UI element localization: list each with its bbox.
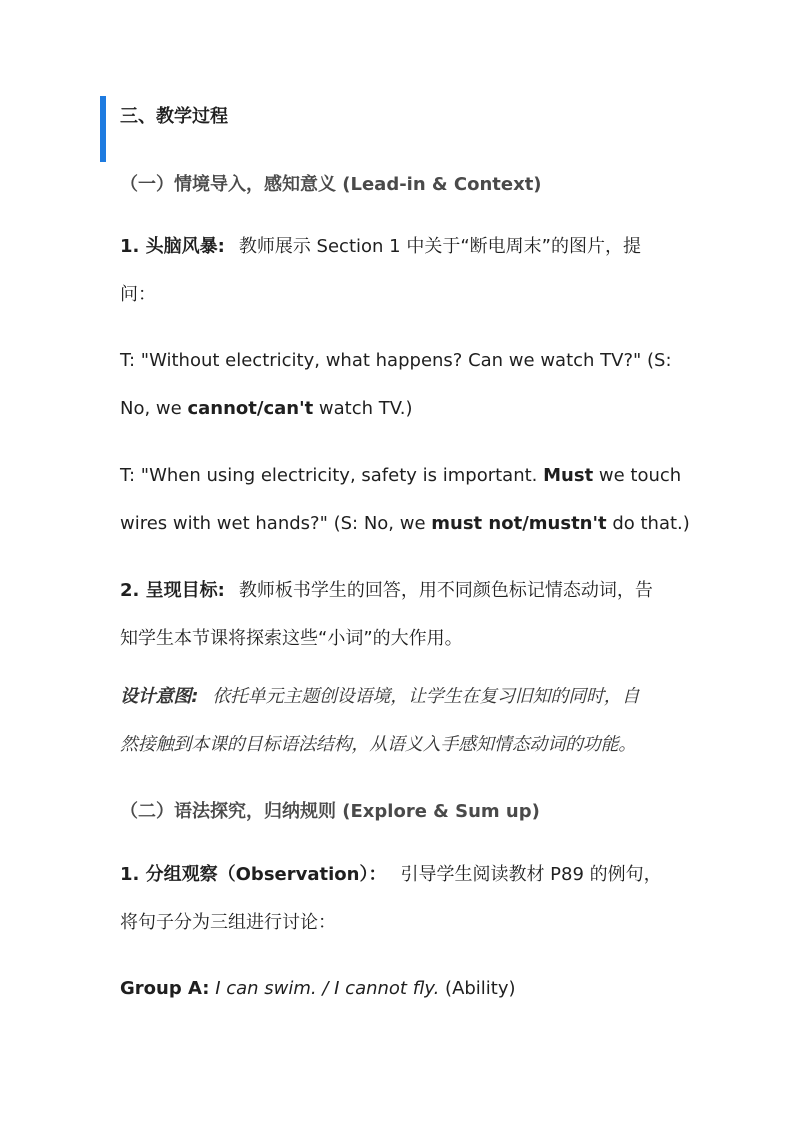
design-intent-paragraph (120, 673, 680, 769)
part1-item2-text2: 知学生本节课将探索这些“小词”的大作用。 (120, 628, 463, 649)
section-heading (100, 96, 660, 162)
part1-item2-paragraph (120, 567, 680, 663)
group-a-line (120, 965, 680, 1013)
part2-item1-paragraph (120, 851, 680, 947)
dialog2-mid: we touch (593, 465, 682, 486)
dialog1-pre: No, we (120, 398, 188, 419)
part1-item1-paragraph (120, 223, 680, 319)
design-intent-text2: 然接触到本课的目标语法结构，从语义入手感知情态动词的功能。 (120, 734, 637, 755)
dialog2-post: do that.) (606, 513, 690, 534)
part2-item1-line1 (120, 851, 680, 899)
design-intent-line1 (120, 673, 680, 721)
part2-heading: （二）语法探究，归纳规则 (Explore & Sum up) (120, 801, 540, 822)
part1-item1-label: 1. 头脑风暴: (120, 236, 225, 257)
dialog2-paragraph (120, 452, 690, 548)
part2-item1-text1: 引导学生阅读教材 P89 的例句， (400, 864, 662, 885)
dialog1-line2 (120, 385, 680, 433)
part1-item1-text2: 问： (120, 284, 156, 305)
dialog2-line2-pre: wires with wet hands?" (S: No, we (120, 513, 432, 534)
part1-item2-label: 2. 呈现目标: (120, 580, 225, 601)
group-a-paragraph (120, 965, 680, 1013)
part2-item1-label: 1. 分组观察（Observation）： (120, 864, 387, 885)
dialog1-paragraph (120, 337, 680, 433)
part1-item2-line1 (120, 567, 680, 615)
group-a-tag: (Ability) (445, 978, 516, 999)
part2-item1-text2: 将句子分为三组进行讨论： (120, 912, 336, 933)
heading-accent-bar (100, 96, 106, 162)
dialog2-bold2: must not/mustn't (431, 513, 607, 534)
part1-item1-text1: 教师展示 Section 1 中关于“断电周末”的图片，提 (238, 236, 641, 257)
dialog2-line2 (120, 500, 690, 548)
dialog1-post: watch TV.) (313, 398, 413, 419)
group-a-example: I can swim. / I cannot fly. (215, 978, 440, 999)
part1-item2-text1: 教师板书学生的回答，用不同颜色标记情态动词，告 (238, 580, 653, 601)
dialog1-bold: cannot/can't (187, 398, 314, 419)
dialog2-bold1: Must (543, 465, 594, 486)
dialog2-pre: T: "When using electricity, safety is important. (120, 465, 544, 486)
group-a-label: Group A: (120, 978, 210, 999)
part1-heading: （一）情境导入，感知意义 (Lead-in & Context) (120, 174, 542, 195)
design-intent-text1: 依托单元主题创设语境，让学生在复习旧知的同时，自 (212, 686, 640, 707)
part1-item1-line1 (120, 223, 680, 271)
dialog1-line1: T: "Without electricity, what happens? Can we watch TV?" (S: (120, 350, 672, 371)
section-title: 三、教学过程 (120, 106, 228, 127)
dialog2-line1 (120, 452, 680, 500)
design-intent-label: 设计意图: (120, 686, 199, 707)
